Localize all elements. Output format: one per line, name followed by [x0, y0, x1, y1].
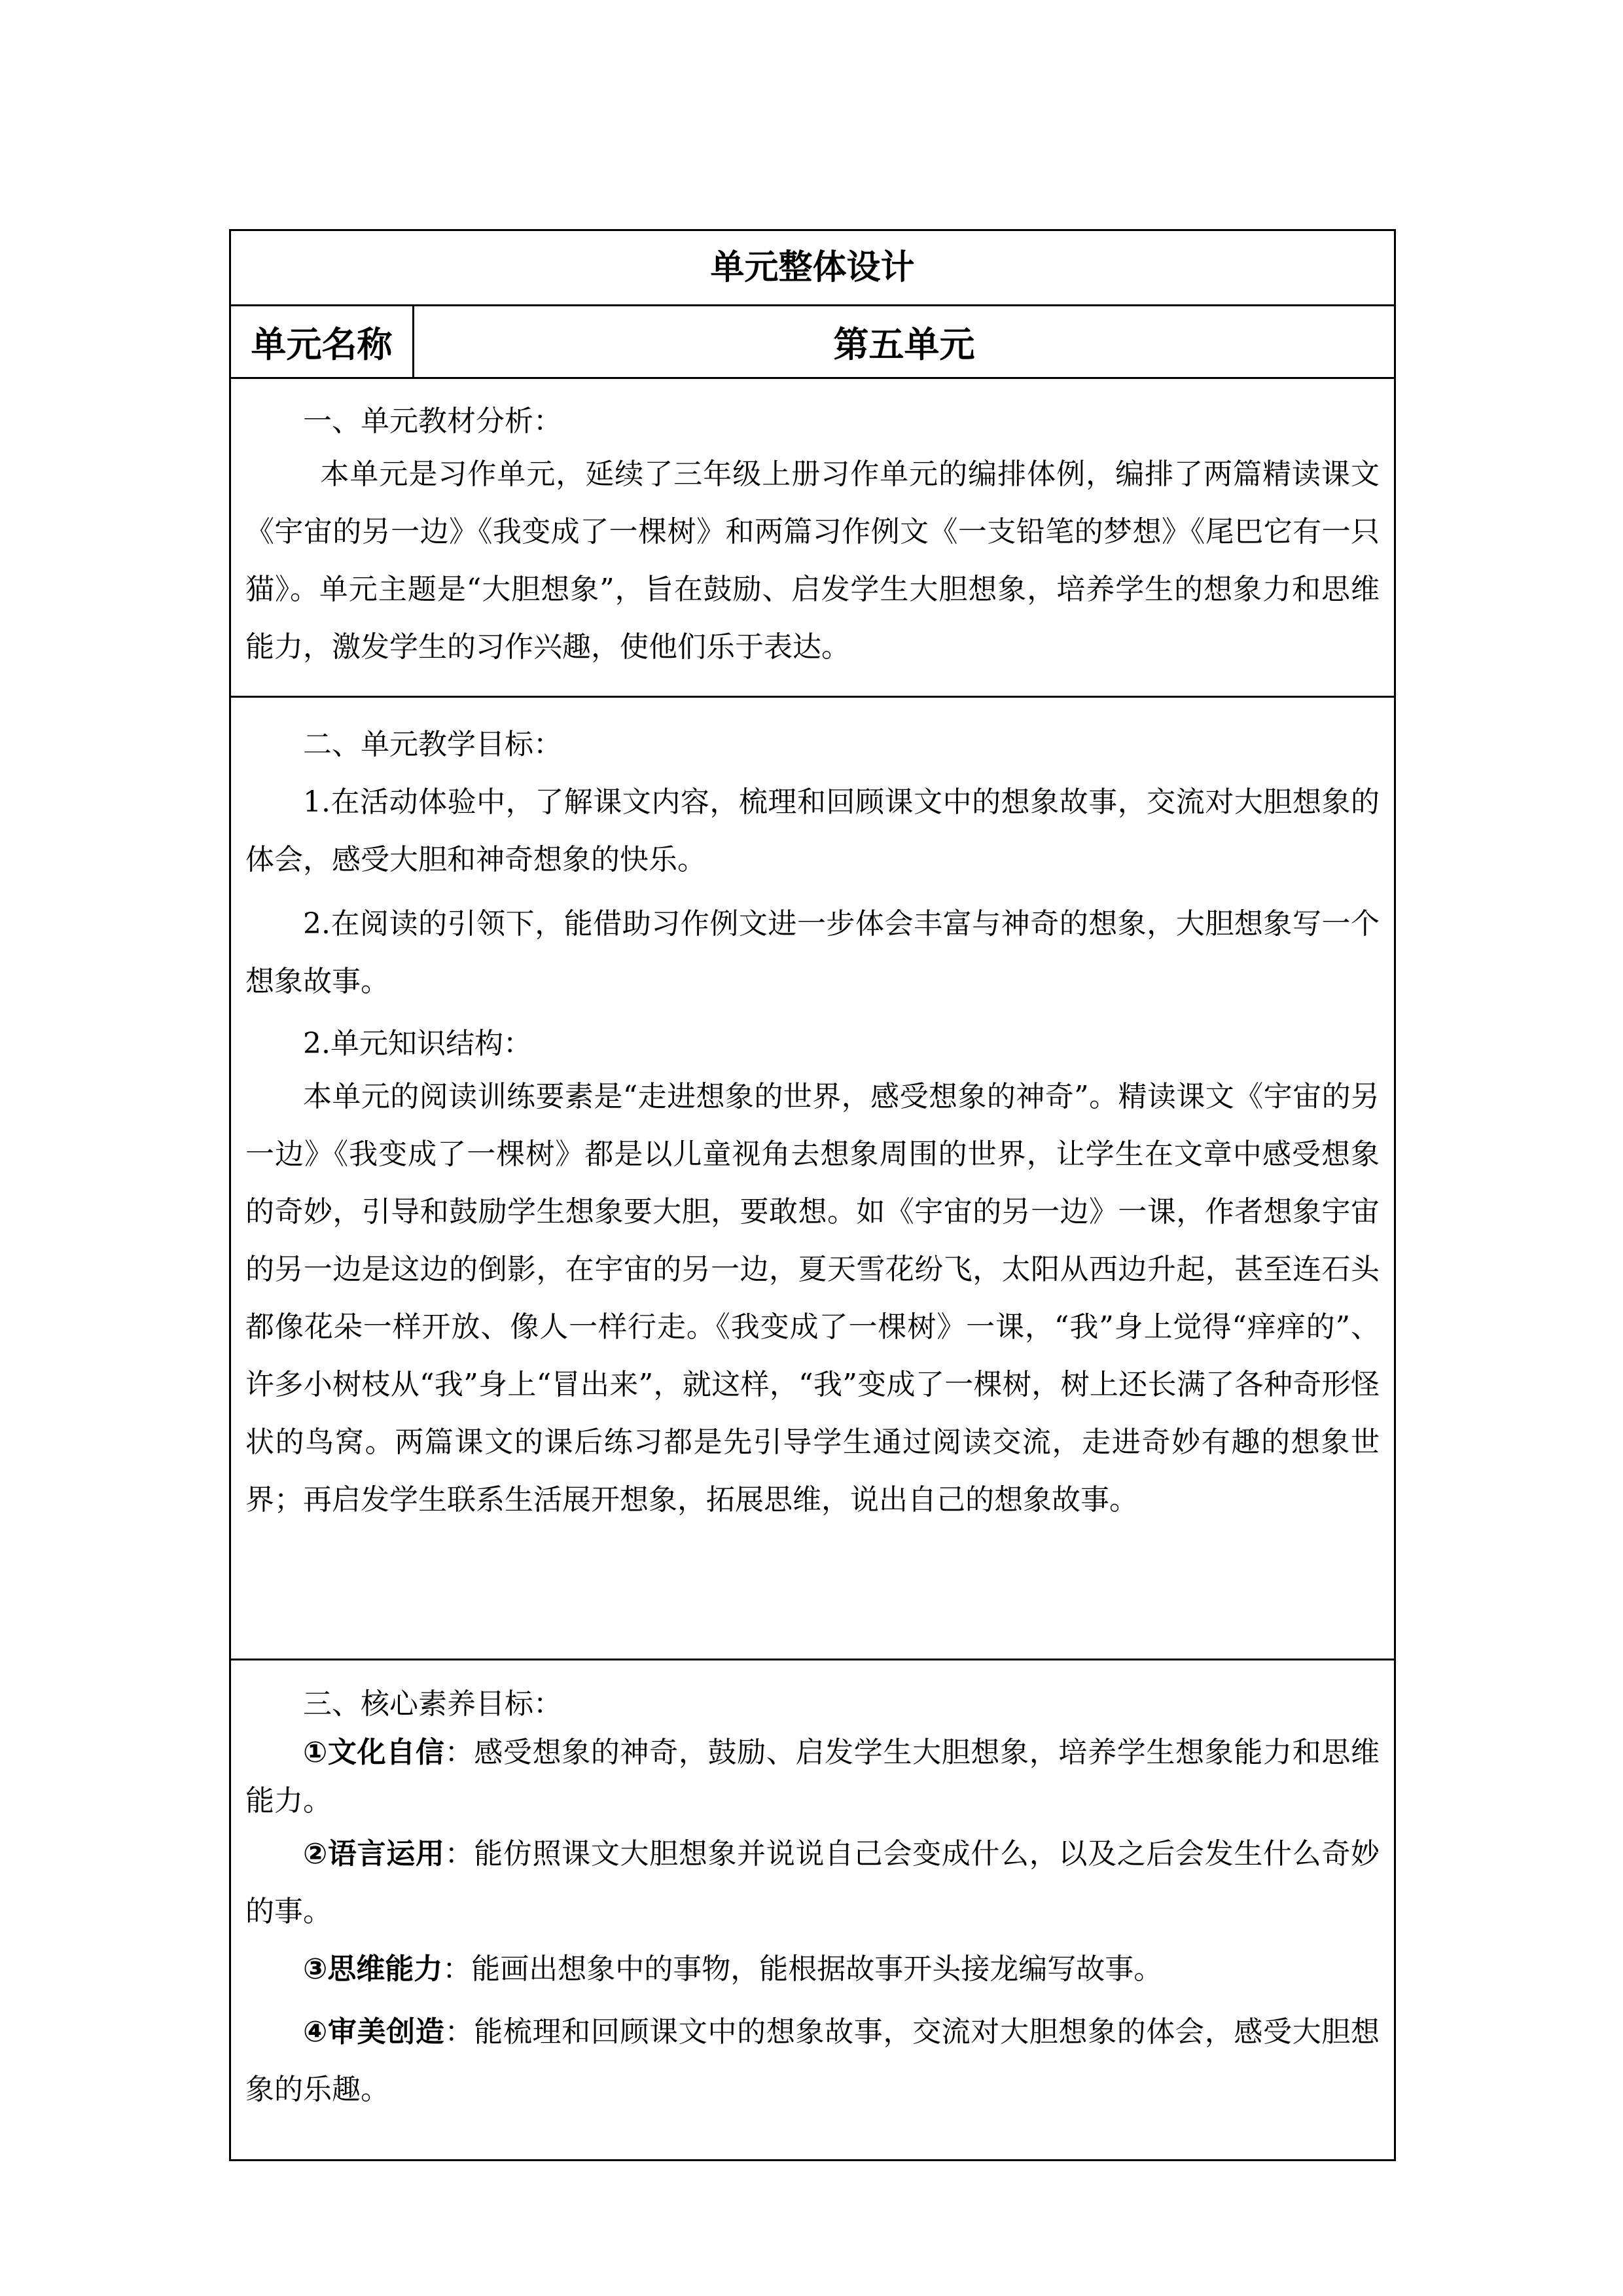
- core-row: [230, 1660, 1395, 2161]
- core-item-4: [245, 2003, 1380, 2119]
- core-item-2: [245, 1825, 1380, 1941]
- core-item-3-text: ：能画出想象中的事物，能根据故事开头接龙编写故事。: [442, 1952, 1163, 1986]
- core-item-1-label: ①文化自信: [303, 1736, 445, 1769]
- core-item-3-label: ③思维能力: [303, 1952, 443, 1986]
- table-title: 单元整体设计: [230, 230, 1395, 306]
- analysis-heading: 一、单元教材分析：: [303, 404, 562, 438]
- analysis-body: 本单元是习作单元，延续了三年级上册习作单元的编排体例，编排了两篇精读课文《宇宙的另一边》《我变成了一棵树》和两篇习作例文《一支铅笔的梦想》《尾巴它有一只猫》。单元主题是“大胆想象”，旨在鼓励、启发学生大胆想象，培养学生的想象力和思维能力，激发学生的习作兴趣，使他们乐于表达。: [245, 457, 1380, 664]
- unit-design-table: [229, 229, 1396, 2161]
- core-item-1-text: ：感受想象的神奇，鼓励、启发学生大胆想象，培养学生想象能力和思维能力。: [245, 1736, 1380, 1818]
- goals-row: [230, 697, 1395, 1660]
- analysis-section: [230, 378, 1395, 697]
- core-item-4-label: ④审美创造: [303, 2015, 445, 2049]
- unit-name-row: [230, 306, 1395, 378]
- structure-body: 本单元的阅读训练要素是“走进想象的世界，感受想象的神奇”。精读课文《宇宙的另一边》《我变成了一棵树》都是以儿童视角去想象周围的世界，让学生在文章中感受想象的奇妙，引导和鼓励学生想象要大胆，要敢想。如《宇宙的另一边》一课，作者想象宇宙的另一边是这边的倒影，在宇宙的另一边，夏天雪花纷飞，太阳从西边升起，甚至连石头都像花朵一样开放、像人一样行走。《我变成了一棵树》一课，“我”身上觉得“痒痒的”、许多小树枝从“我”身上“冒出来”，就这样，“我”变成了一棵树，树上还长满了各种奇形怪状的鸟窝。两篇课文的课后练习都是先引导学生通过阅读交流，走进奇妙有趣的想象世界；再启发学生联系生活展开想象，拓展思维，说出自己的想象故事。: [245, 1080, 1380, 1516]
- goal-item-2: 2.在阅读的引领下，能借助习作例文进一步体会丰富与神奇的想象，大胆想象写一个想象故事。: [245, 907, 1380, 998]
- core-item-2-label: ②语言运用: [303, 1837, 445, 1871]
- core-item-4-text: ：能梳理和回顾课文中的想象故事，交流对大胆想象的体会，感受大胆想象的乐趣。: [245, 2015, 1380, 2106]
- core-item-1: [245, 1729, 1380, 1825]
- goals-section: [230, 697, 1395, 1660]
- goals-heading: 二、单元教学目标：: [303, 728, 562, 761]
- core-heading: 三、核心素养目标：: [303, 1687, 562, 1721]
- core-item-2-text: ：能仿照课文大胆想象并说说自己会变成什么，以及之后会发生什么奇妙的事。: [245, 1837, 1380, 1928]
- goal-item-1: 1.在活动体验中，了解课文内容，梳理和回顾课文中的想象故事，交流对大胆想象的体会，感受大胆和神奇想象的快乐。: [245, 785, 1380, 876]
- analysis-row: [230, 378, 1395, 697]
- title-row: [230, 230, 1395, 306]
- structure-heading: 2.单元知识结构：: [303, 1027, 532, 1060]
- core-section: [230, 1660, 1395, 2161]
- unit-name-label: 单元名称: [230, 306, 414, 378]
- core-item-3: [245, 1941, 1380, 1998]
- unit-name-value: 第五单元: [414, 306, 1395, 378]
